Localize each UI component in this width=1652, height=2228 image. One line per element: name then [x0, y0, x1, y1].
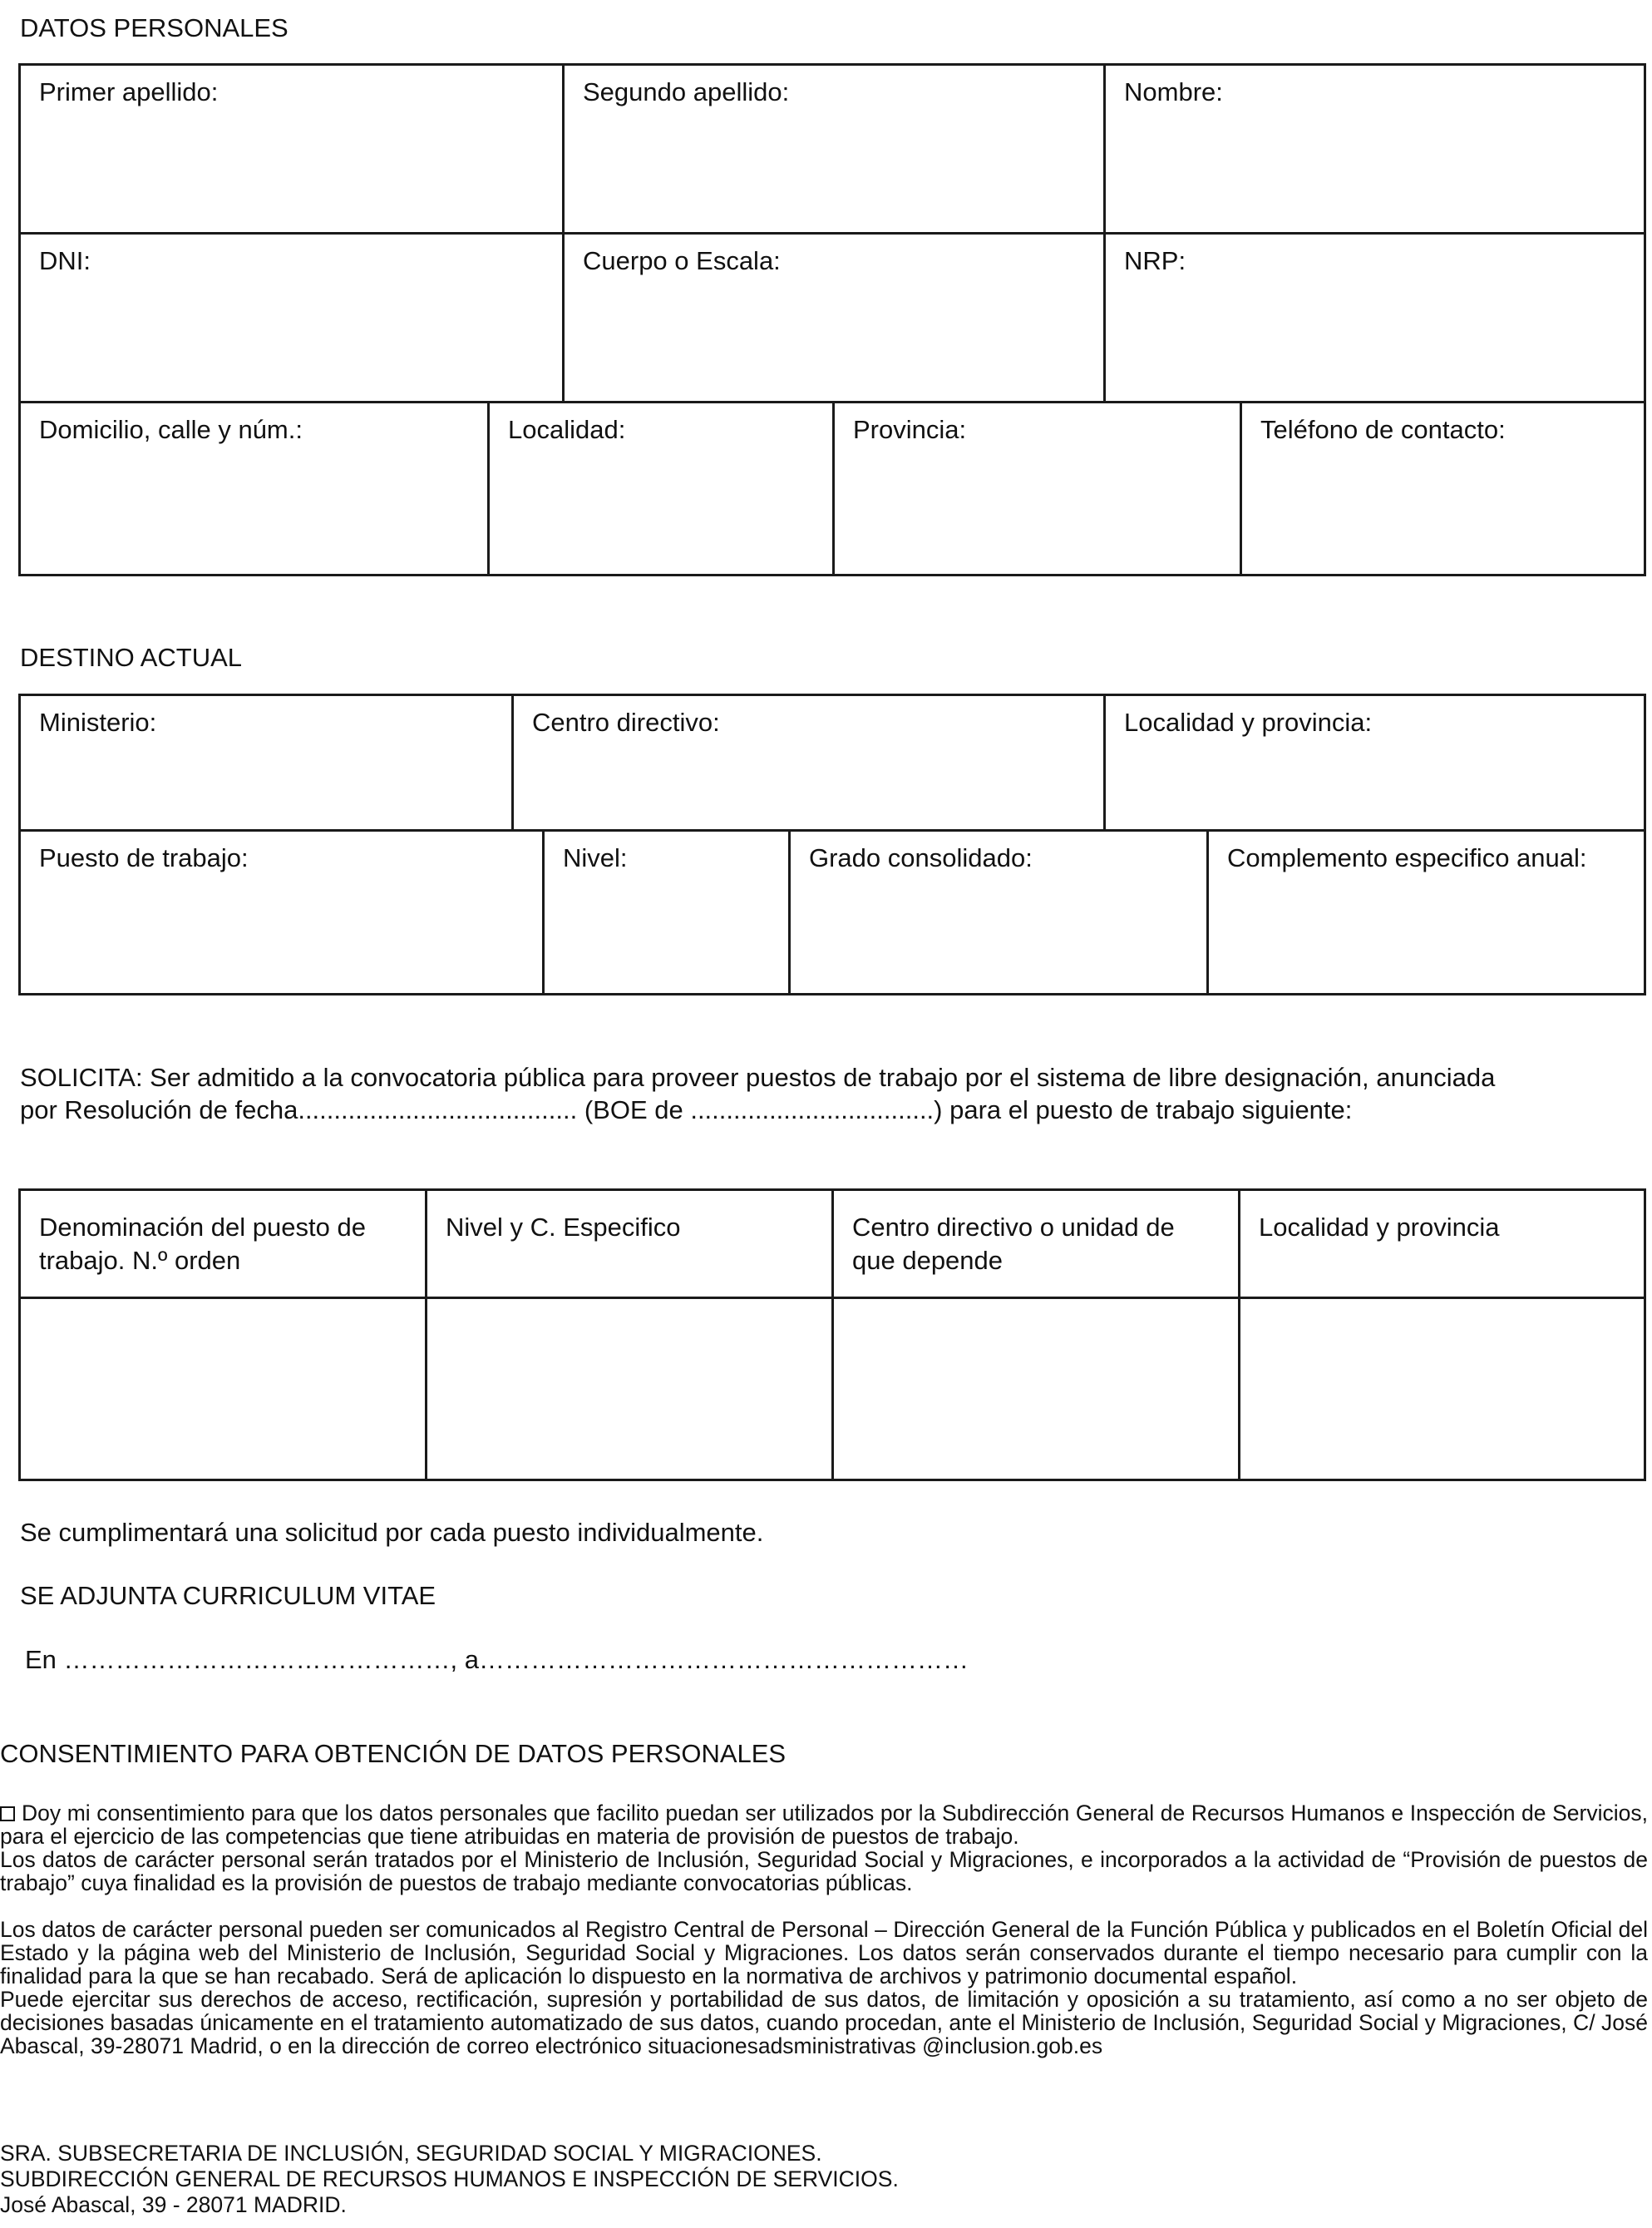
recipient-address [0, 2141, 899, 2218]
localidad-provincia-cell [1106, 696, 1644, 832]
nombre-cell [1106, 66, 1644, 235]
solicita-line-1: SOLICITA: Ser admitido a la convocatoria pública para proveer puestos de trabajo por el sistema de libre designación, anunciada [20, 1063, 1496, 1092]
nrp-cell [1106, 235, 1644, 403]
nivel-cell [545, 832, 791, 993]
header-denominacion: Denominación del puesto de trabajo. N.º orden [21, 1191, 427, 1299]
curriculum-note: SE ADJUNTA CURRICULUM VITAE [20, 1581, 436, 1610]
nivel-label: Nivel: [563, 843, 628, 872]
destino-actual-table [18, 694, 1646, 995]
ministerio-label: Ministerio: [39, 708, 157, 737]
header-nivel-especifico: Nivel y C. Especifico [427, 1191, 834, 1299]
grado-consolidado-field[interactable] [809, 882, 1178, 916]
complemento-especifico-cell [1209, 832, 1644, 993]
grado-consolidado-cell [791, 832, 1209, 993]
segundo-apellido-field[interactable] [583, 116, 1065, 151]
centro-directivo-unidad-field[interactable] [852, 1316, 1211, 1351]
provincia-cell [835, 403, 1242, 574]
segundo-apellido-cell [565, 66, 1106, 235]
localidad-label: Localidad: [508, 415, 626, 444]
puesto-trabajo-cell [21, 832, 545, 993]
puesto-trabajo-label: Puesto de trabajo: [39, 843, 249, 872]
cuerpo-escala-label: Cuerpo o Escala: [583, 246, 781, 275]
nivel-especifico-field[interactable] [446, 1316, 804, 1351]
localidad-field[interactable] [508, 453, 810, 488]
nrp-label: NRP: [1124, 246, 1186, 275]
ministerio-cell [21, 696, 514, 832]
dni-label: DNI: [39, 246, 91, 275]
cuerpo-escala-field[interactable] [583, 284, 1065, 319]
telefono-cell [1242, 403, 1644, 574]
consentimiento-title: CONSENTIMIENTO PARA OBTENCIÓN DE DATOS PERSONALES [0, 1739, 787, 1768]
solicita-line-2: por Resolución de fecha....................................... (BOE de ..................................) para el puesto de trabajo siguiente: [20, 1095, 1353, 1124]
consentimiento-body [0, 1801, 1648, 2058]
domicilio-cell [21, 403, 490, 574]
individual-note: Se cumplimentará una solicitud por cada puesto individualmente. [20, 1518, 764, 1547]
centro-directivo-field[interactable] [532, 746, 1061, 781]
nrp-field[interactable] [1124, 284, 1605, 319]
input-centro-directivo-cell [834, 1299, 1240, 1479]
consent-checkbox-paragraph [0, 1801, 1648, 1848]
localidad-provincia-field[interactable] [1124, 746, 1605, 781]
datos-personales-title: DATOS PERSONALES [20, 13, 288, 42]
puesto-trabajo-field[interactable] [39, 882, 505, 916]
domicilio-field[interactable] [39, 453, 455, 488]
dni-cell [21, 235, 565, 403]
localidad-provincia-label: Localidad y provincia: [1124, 708, 1373, 737]
centro-directivo-cell [514, 696, 1106, 832]
dni-field[interactable] [39, 284, 524, 319]
puesto-localidad-provincia-field[interactable] [1259, 1316, 1616, 1351]
recipient-line-3: José Abascal, 39 - 28071 MADRID. [0, 2192, 347, 2217]
consent-checkbox[interactable] [0, 1806, 15, 1821]
denominacion-field[interactable] [39, 1316, 397, 1351]
datos-personales-table [18, 63, 1646, 576]
ministerio-field[interactable] [39, 746, 477, 781]
segundo-apellido-label: Segundo apellido: [583, 77, 790, 106]
primer-apellido-cell [21, 66, 565, 235]
cuerpo-escala-cell [565, 235, 1106, 403]
consent-checkbox-text: Doy mi consentimiento para que los datos personales que facilito puedan ser utilizados por la Subdirección General de Recursos Humanos e Inspección de Servicios, para el ejercicio de las competencias que tiene atribuidas en materia de provisión de puestos de trabajo. [0, 1801, 1648, 1849]
localidad-cell [490, 403, 835, 574]
recipient-line-2: SUBDIRECCIÓN GENERAL DE RECURSOS HUMANOS E INSPECCIÓN DE SERVICIOS. [0, 2166, 899, 2191]
provincia-field[interactable] [853, 453, 1212, 488]
domicilio-label: Domicilio, calle y núm.: [39, 415, 303, 444]
primer-apellido-label: Primer apellido: [39, 77, 219, 106]
consent-paragraph-1: Los datos de carácter personal serán tratados por el Ministerio de Inclusión, Seguridad Social y Migraciones, e incorporados a la actividad de “Provisión de puestos de trabajo” cuya finalidad es la provisión de puestos de trabajo mediante convocatorias públicas. [0, 1847, 1648, 1895]
recipient-line-1: SRA. SUBSECRETARIA DE INCLUSIÓN, SEGURIDAD SOCIAL Y MIGRACIONES. [0, 2141, 822, 2166]
input-denominacion-cell [21, 1299, 427, 1479]
grado-consolidado-label: Grado consolidado: [809, 843, 1033, 872]
nombre-field[interactable] [1124, 116, 1605, 151]
complemento-especifico-label: Complemento especifico anual: [1227, 843, 1587, 872]
header-centro-directivo: Centro directivo o unidad de que depende [834, 1191, 1240, 1299]
header-localidad-provincia: Localidad y provincia [1240, 1191, 1644, 1299]
consent-paragraph-2: Los datos de carácter personal pueden ser comunicados al Registro Central de Personal – Dirección General de la Función Pública y publicados en el Boletín Oficial del Estado y la página web del Ministerio de Inclusión, Seguridad Social y Migraciones. Los datos serán conservados durante el tiempo necesario para cumplir con la finalidad para la que se han recabado. Será de aplicación lo dispuesto en la normativa de archivos y patrimonio documental español. [0, 1917, 1648, 1988]
telefono-label: Teléfono de contacto: [1260, 415, 1506, 444]
complemento-especifico-field[interactable] [1227, 882, 1614, 916]
consent-paragraph-3: Puede ejercitar sus derechos de acceso, rectificación, supresión y portabilidad de sus datos, de limitación y oposición a su tratamiento, así como a no ser objeto de decisiones basadas únicamente en el tratamiento automatizado de sus datos, cuando procedan, ante el Ministerio de Inclusión, Seguridad Social y Migraciones, C/ José Abascal, 39-28071 Madrid, o en la dirección de correo electrónico situacionesadsministrativas @inclusion.gob.es [0, 1987, 1648, 2058]
primer-apellido-field[interactable] [39, 116, 524, 151]
nivel-field[interactable] [563, 882, 773, 916]
input-nivel-especifico-cell [427, 1299, 834, 1479]
provincia-label: Provincia: [853, 415, 967, 444]
destino-actual-title: DESTINO ACTUAL [20, 643, 242, 672]
centro-directivo-label: Centro directivo: [532, 708, 720, 737]
telefono-field[interactable] [1260, 453, 1616, 488]
solicita-paragraph [20, 1061, 1641, 1126]
nombre-label: Nombre: [1124, 77, 1223, 106]
lugar-fecha-line[interactable]: En ………………………………………, a………………………………………………… [25, 1645, 969, 1674]
puesto-solicitado-table [18, 1188, 1646, 1481]
input-localidad-provincia-cell [1240, 1299, 1644, 1479]
